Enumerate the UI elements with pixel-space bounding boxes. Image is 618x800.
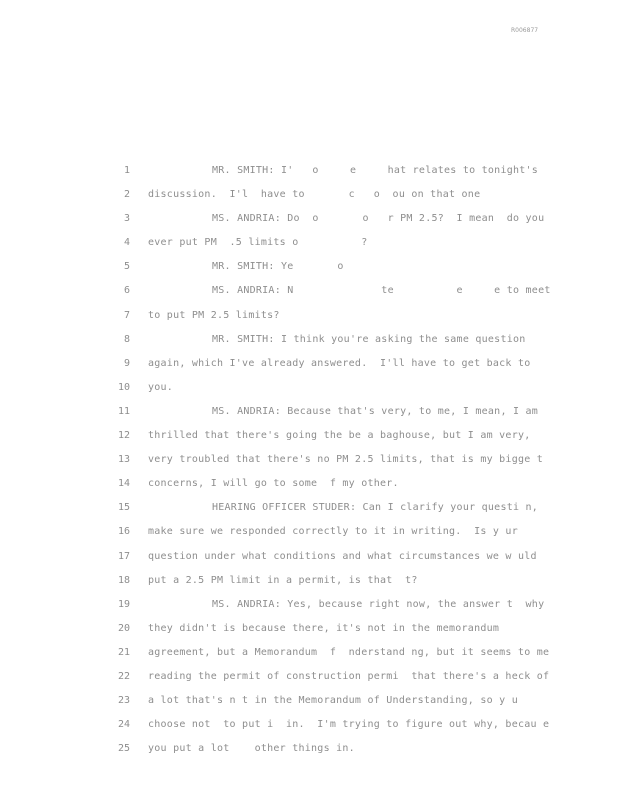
transcript-line <box>0 453 618 477</box>
line-text: MS. ANDRIA: Do o o r PM 2.5? I mean do you <box>212 213 545 225</box>
transcript-line <box>0 405 618 429</box>
transcript-line <box>0 429 618 453</box>
line-number: 4 <box>123 237 130 249</box>
line-number: 21 <box>117 646 130 658</box>
line-text: MR. SMITH: I' o e hat relates to tonight's <box>212 165 539 176</box>
transcript-line <box>0 598 618 622</box>
transcript-line <box>0 357 618 381</box>
transcript-line <box>0 742 618 766</box>
transcript-line <box>0 309 618 333</box>
bates-page-stamp: R006877 <box>511 27 539 34</box>
line-number: 11 <box>117 405 130 417</box>
line-text: very troubled that there's no PM 2.5 limits, that is my bigge t <box>148 454 544 466</box>
line-text: choose not to put i in. I'm trying to figure out why, becau e <box>148 719 550 731</box>
transcript-line <box>0 622 618 646</box>
line-text: ever put PM .5 limits o ? <box>148 237 368 249</box>
line-text: agreement, but a Memorandum f nderstand ng, but it seems to me <box>148 646 550 658</box>
line-number: 13 <box>117 454 130 466</box>
transcript-line <box>0 284 618 308</box>
line-number: 19 <box>117 598 130 610</box>
line-number: 24 <box>117 719 130 731</box>
transcript-line <box>0 212 618 236</box>
line-number: 8 <box>123 333 130 345</box>
line-number: 17 <box>117 550 130 562</box>
line-number: 1 <box>123 165 130 176</box>
line-text: to put PM 2.5 limits? <box>148 309 280 321</box>
transcript-line <box>0 333 618 357</box>
transcript-line <box>0 646 618 670</box>
line-text: a lot that's n t in the Memorandum of Understanding, so y u <box>148 695 518 707</box>
transcript-line <box>0 188 618 212</box>
transcript-line <box>0 550 618 574</box>
line-number: 5 <box>123 261 130 273</box>
transcript-line <box>0 574 618 598</box>
line-number: 23 <box>117 695 130 707</box>
transcript-line <box>0 694 618 718</box>
line-number: 7 <box>123 309 130 321</box>
line-text: question under what conditions and what circumstances we w uld <box>148 550 537 562</box>
line-text: thrilled that there's going the be a baghouse, but I am very, <box>148 430 531 442</box>
line-number: 16 <box>117 526 130 538</box>
transcript-body <box>0 164 618 766</box>
line-text: again, which I've already answered. I'll have to get back to <box>148 357 531 369</box>
line-number: 3 <box>123 213 130 225</box>
line-number: 22 <box>117 670 130 682</box>
line-text: they didn't is because there, it's not in the memorandum <box>148 622 500 634</box>
line-number: 25 <box>117 743 130 755</box>
transcript-line <box>0 236 618 260</box>
line-text: concerns, I will go to some f my other. <box>148 478 399 490</box>
line-number: 20 <box>117 622 130 634</box>
line-text: MR. SMITH: I think you're asking the same question <box>212 333 526 345</box>
line-text: MS. ANDRIA: Yes, because right now, the answer t why <box>212 598 545 610</box>
line-number: 10 <box>117 381 130 393</box>
line-text: HEARING OFFICER STUDER: Can I clarify your questi n, <box>212 502 539 514</box>
transcript-line <box>0 477 618 501</box>
line-text: discussion. I'l have to c o ou on that one <box>148 189 481 201</box>
line-number: 18 <box>117 574 130 586</box>
line-text: reading the permit of construction permi that there's a heck of <box>148 670 550 682</box>
transcript-line <box>0 525 618 549</box>
line-number: 6 <box>123 285 130 297</box>
transcript-line <box>0 164 618 188</box>
line-number: 9 <box>123 357 130 369</box>
line-number: 15 <box>117 502 130 514</box>
line-number: 2 <box>123 189 130 201</box>
line-number: 14 <box>117 478 130 490</box>
line-text: you put a lot other things in. <box>148 743 355 755</box>
line-text: you. <box>148 381 174 393</box>
transcript-line <box>0 718 618 742</box>
line-text: MR. SMITH: Ye o <box>212 261 344 273</box>
line-number: 12 <box>117 430 130 442</box>
transcript-line <box>0 501 618 525</box>
line-text: MS. ANDRIA: N te e e to meet <box>212 285 551 297</box>
transcript-line <box>0 670 618 694</box>
transcript-line <box>0 260 618 284</box>
transcript-line <box>0 381 618 405</box>
line-text: put a 2.5 PM limit in a permit, is that t? <box>148 574 418 586</box>
line-text: MS. ANDRIA: Because that's very, to me, I mean, I am <box>212 405 539 417</box>
line-text: make sure we responded correctly to it in writing. Is y ur <box>148 526 518 538</box>
